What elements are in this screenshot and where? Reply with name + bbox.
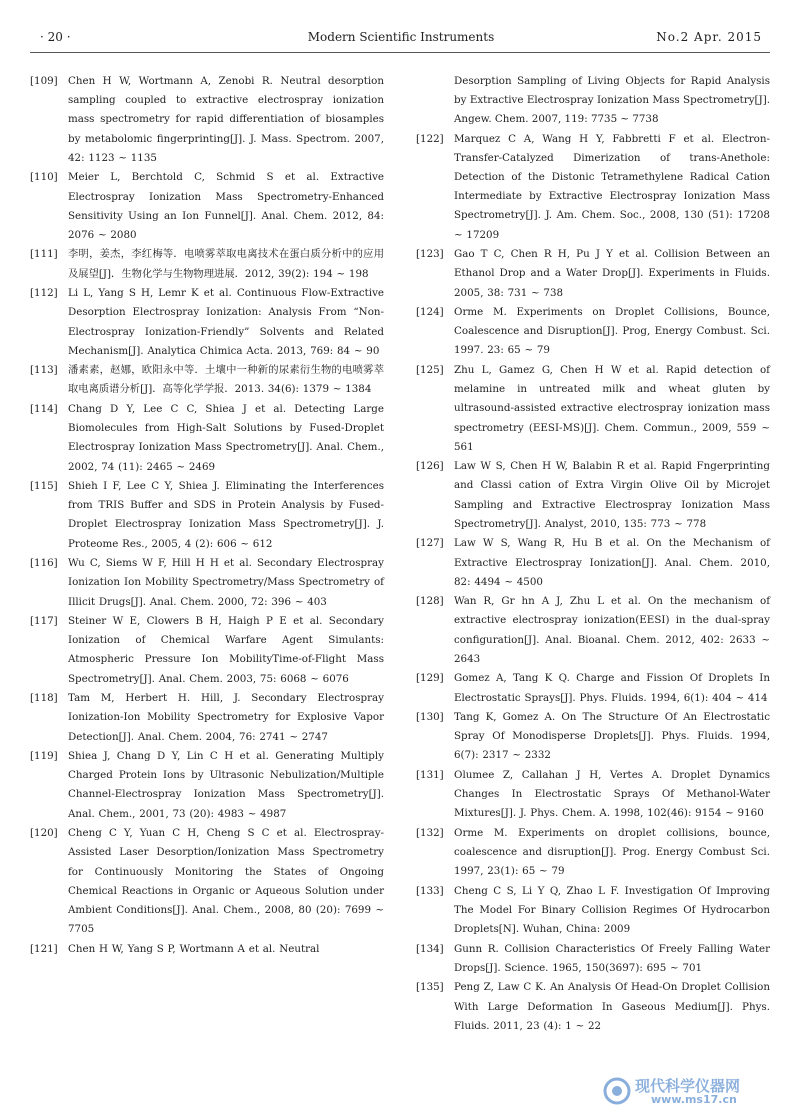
reference-number: [123] <box>416 248 444 261</box>
reference-number: [109] <box>30 75 58 87</box>
reference-text: Peng Z, Law C K. An Analysis Of Head-On Droplet Collision With Large Deformation In Gaseous Medium[J]. Phys. Fluids. 2011, 23 (4): 1 ~ 22 <box>454 981 770 1032</box>
reference-text: Gunn R. Collision Characteristics Of Freely Falling Water Drops[J]. Science. 1965, 150(3697): 695 ~ 701 <box>454 942 770 974</box>
reference-text: Chen H W, Wortmann A, Zenobi R. Neutral desorption sampling coupled to extractive electrospray ionization mass spectrometry for rapid differentiation of biosamples by metabolomic fingerprinting[J]. J. Mass. Spectrom. 2007, 42: 1123 ~ 1135 <box>68 75 384 164</box>
reference-entry <box>416 534 770 592</box>
reference-entry <box>30 940 384 959</box>
reference-number: [125] <box>416 363 444 376</box>
reference-text: Wu C, Siems W F, Hill H H et al. Secondary Electrospray Ionization Ion Mobility Spectrometry/Mass Spectrometry of Illicit Drugs[J]. Anal. Chem. 2000, 72: 396 ~ 403 <box>68 557 384 608</box>
reference-number: [130] <box>416 711 444 724</box>
reference-text: Shiea J, Chang D Y, Lin C H et al. Generating Multiply Charged Protein Ions by Ultrasonic Nebulization/Multiple Channel-Electrospray Ionization Mass Spectrometry[J]. Anal. Chem., 2001, 73 (20): 4983 ~ 4987 <box>68 750 384 820</box>
watermark-logo-icon <box>603 1077 631 1105</box>
reference-continuation: Desorption Sampling of Living Objects for Rapid Analysis by Extractive Electrospray Ionization Mass Spectrometry[J]. Angew. Chem. 2007, 119: 7735 ~ 7738 <box>454 75 770 126</box>
reference-text: Tang K, Gomez A. On The Structure Of An Electrostatic Spray Of Monodisperse Droplets[J]. Phys. Fluids. 1994, 6(7): 2317 ~ 2332 <box>454 711 770 762</box>
reference-number: [124] <box>416 306 444 319</box>
reference-entry <box>30 168 384 245</box>
reference-number: [131] <box>416 768 444 781</box>
running-header <box>40 30 762 48</box>
reference-entry <box>30 361 384 399</box>
watermark <box>585 1075 790 1107</box>
reference-number: [114] <box>30 402 58 415</box>
reference-entry <box>30 284 384 361</box>
reference-number: [132] <box>416 826 444 839</box>
reference-entry <box>30 477 384 554</box>
page-number: · 20 · <box>40 30 71 44</box>
reference-entry <box>416 766 770 824</box>
reference-entry <box>416 940 770 978</box>
reference-text: Shieh I F, Lee C Y, Shiea J. Eliminating the Interferences from TRIS Buffer and SDS in Protein Analysis by Fused-Droplet Electrospray Ionization Mass Spectrometry[J]. J. Proteome Res., 2005, 4 (2): 606 ~ 612 <box>68 480 384 550</box>
reference-number: [119] <box>30 750 58 763</box>
reference-number: [126] <box>416 460 444 473</box>
reference-text: Marquez C A, Wang H Y, Fabbretti F et al. Electron-Transfer-Catalyzed Dimerization of trans-Anethole: Detection of the Distonic Tetramethylene Radical Cation Intermediate by Extractive Electrospray Ionization Mass Spectrometry[J]. J. Am. Chem. Soc., 2008, 130 (51): 17208 ~ 17209 <box>454 132 770 241</box>
reference-number: [133] <box>416 884 444 897</box>
reference-entry <box>30 554 384 612</box>
reference-number: [116] <box>30 557 58 570</box>
reference-text: Cheng C S, Li Y Q, Zhao L F. Investigation Of Improving The Model For Binary Collision Regimes Of Hydrocarbon Droplets[N]. Wuhan, China: 2009 <box>454 884 770 936</box>
reference-number: [111] <box>30 248 58 261</box>
reference-entry <box>30 824 384 939</box>
reference-number: [110] <box>30 171 58 184</box>
reference-entry <box>416 824 770 882</box>
reference-text: Wan R, Gr hn A J, Zhu L et al. On the mechanism of extractive electrospray ionization(EESI) in the dual-spray configuration[J]. Anal. Bioanal. Chem. 2012, 402: 2633 ~ 2643 <box>454 595 770 665</box>
reference-entry <box>416 130 770 245</box>
reference-entry <box>30 245 384 283</box>
reference-entry <box>416 361 770 457</box>
reference-text: Li L, Yang S H, Lemr K et al. Continuous Flow-Extractive Desorption Electrospray Ionization: Analysis From “Non-Electrospray Ionization-Friendly” Solvents and Related Mechanism[J]. Analytica Chimica Acta. 2013, 769: 84 ~ 90 <box>68 287 384 357</box>
header-rule <box>30 52 770 53</box>
reference-number: [117] <box>30 615 58 628</box>
reference-number: [129] <box>416 672 444 685</box>
reference-text: Olumee Z, Callahan J H, Vertes A. Droplet Dynamics Changes In Electrostatic Sprays Of Methanol-Water Mixtures[J]. J. Phys. Chem. A. 1998, 102(46): 9154 ~ 9160 <box>454 768 770 820</box>
reference-entry <box>416 669 770 707</box>
reference-text: Zhu L, Gamez G, Chen H W et al. Rapid detection of melamine in untreated milk and wheat gluten by ultrasound-assisted extractive electrospray ionization mass spectrometry (EESI-MS)[J]. Chem. Commun., 2009, 559 ~ 561 <box>454 363 770 453</box>
reference-number: [120] <box>30 827 58 840</box>
issue-info: No.2 Apr. 2015 <box>656 30 762 44</box>
reference-text: Gao T C, Chen R H, Pu J Y et al. Collision Between an Ethanol Drop and a Water Drop[J]. Experiments in Fluids. 2005, 38: 731 ~ 738 <box>454 248 770 299</box>
reference-text: Chen H W, Yang S P, Wortmann A et al. Neutral <box>68 942 320 955</box>
reference-number: [127] <box>416 537 444 550</box>
reference-text: Law W S, Chen H W, Balabin R et al. Rapid Fngerprinting and Classi cation of Extra Virgin Olive Oil by Microjet Sampling and Extractive Electrospray Ionization Mass Spectrometry[J]. Analyst, 2010, 135: 773 ~ 778 <box>454 460 770 530</box>
reference-text: Orme M. Experiments on Droplet Collisions, Bounce, Coalescence and Disruption[J]. Prog, Energy Combust. Sci. 1997. 23: 65 ~ 79 <box>454 306 770 357</box>
reference-text: Chang D Y, Lee C C, Shiea J et al. Detecting Large Biomolecules from High-Salt Solutions by Fused-Droplet Electrospray Ionization Mass Spectrometry[J]. Anal. Chem., 2002, 74 (11): 2465 ~ 2469 <box>68 402 384 473</box>
watermark-site-name: 现代科学仪器网 <box>635 1077 741 1095</box>
reference-text: 李明，姜杰，李红梅等．电喷雾萃取电离技术在蛋白质分析中的应用及展望[J]．生物化学与生物物理进展．2012, 39(2): 194 ~ 198 <box>68 248 384 280</box>
reference-text: Meier L, Berchtold C, Schmid S et al. Extractive Electrospray Ionization Mass Spectrometry-Enhanced Sensitivity Using an Ion Funnel[J]. Anal. Chem. 2012, 84: 2076 ~ 2080 <box>68 171 384 241</box>
reference-text: Orme M. Experiments on droplet collisions, bounce, coalescence and disruption[J]. Prog. Energy Combust Sci. 1997, 23(1): 65 ~ 79 <box>454 826 770 878</box>
reference-number: [115] <box>30 480 58 493</box>
reference-text: Tam M, Herbert H. Hill, J. Secondary Electrospray Ionization-Ion Mobility Spectrometry for Explosive Vapor Detection[J]. Anal. Chem. 2004, 76: 2741 ~ 2747 <box>68 692 384 743</box>
journal-title: Modern Scientific Instruments <box>307 30 495 44</box>
reference-entry <box>416 245 770 303</box>
left-column <box>30 72 384 959</box>
reference-entry <box>30 400 384 477</box>
reference-number: [135] <box>416 981 444 994</box>
reference-number: [112] <box>30 287 58 300</box>
reference-entry <box>416 978 770 1036</box>
reference-entry <box>416 592 770 669</box>
reference-number: [121] <box>30 942 58 955</box>
reference-text: Gomez A, Tang K Q. Charge and Fission Of Droplets In Electrostatic Sprays[J]. Phys. Fluids. 1994, 6(1): 404 ~ 414 <box>454 672 770 704</box>
reference-entry <box>416 708 770 766</box>
reference-number: [128] <box>416 595 444 608</box>
reference-entry <box>30 747 384 824</box>
right-column <box>416 72 770 1036</box>
reference-entry <box>416 457 770 534</box>
reference-entry <box>416 303 770 361</box>
reference-number: [122] <box>416 132 444 145</box>
reference-number: [113] <box>30 364 58 377</box>
reference-number: [118] <box>30 692 58 705</box>
reference-text: Law W S, Wang R, Hu B et al. On the Mechanism of Extractive Electrospray Ionization[J]. Anal. Chem. 2010, 82: 4494 ~ 4500 <box>454 537 770 588</box>
watermark-url: www.ms17.cn <box>651 1093 737 1106</box>
reference-text: 潘素素，赵娜，欧阳永中等．土壤中一种新的尿素衍生物的电喷雾萃取电离质谱分析[J]．高等化学学报．2013. 34(6): 1379 ~ 1384 <box>68 364 384 396</box>
reference-entry <box>416 882 770 940</box>
reference-number: [134] <box>416 942 444 955</box>
reference-text: Steiner W E, Clowers B H, Haigh P E et al. Secondary Ionization of Chemical Warfare Agent Simulants: Atmospheric Pressure Ion MobilityTime-of-Flight Mass Spectrometry[J]. Anal. Chem. 2003, 75: 6068 ~ 6076 <box>68 615 384 685</box>
reference-entry <box>30 689 384 747</box>
reference-text: Cheng C Y, Yuan C H, Cheng S C et al. Electrospray-Assisted Laser Desorption/Ionization Mass Spectrometry for Continuously Monitoring the States of Ongoing Chemical Reactions in Organic or Aqueous Solution under Ambient Conditions[J]. Anal. Chem., 2008, 80 (20): 7699 ~ 7705 <box>68 827 384 936</box>
reference-entry <box>30 612 384 689</box>
reference-entry <box>30 72 384 168</box>
